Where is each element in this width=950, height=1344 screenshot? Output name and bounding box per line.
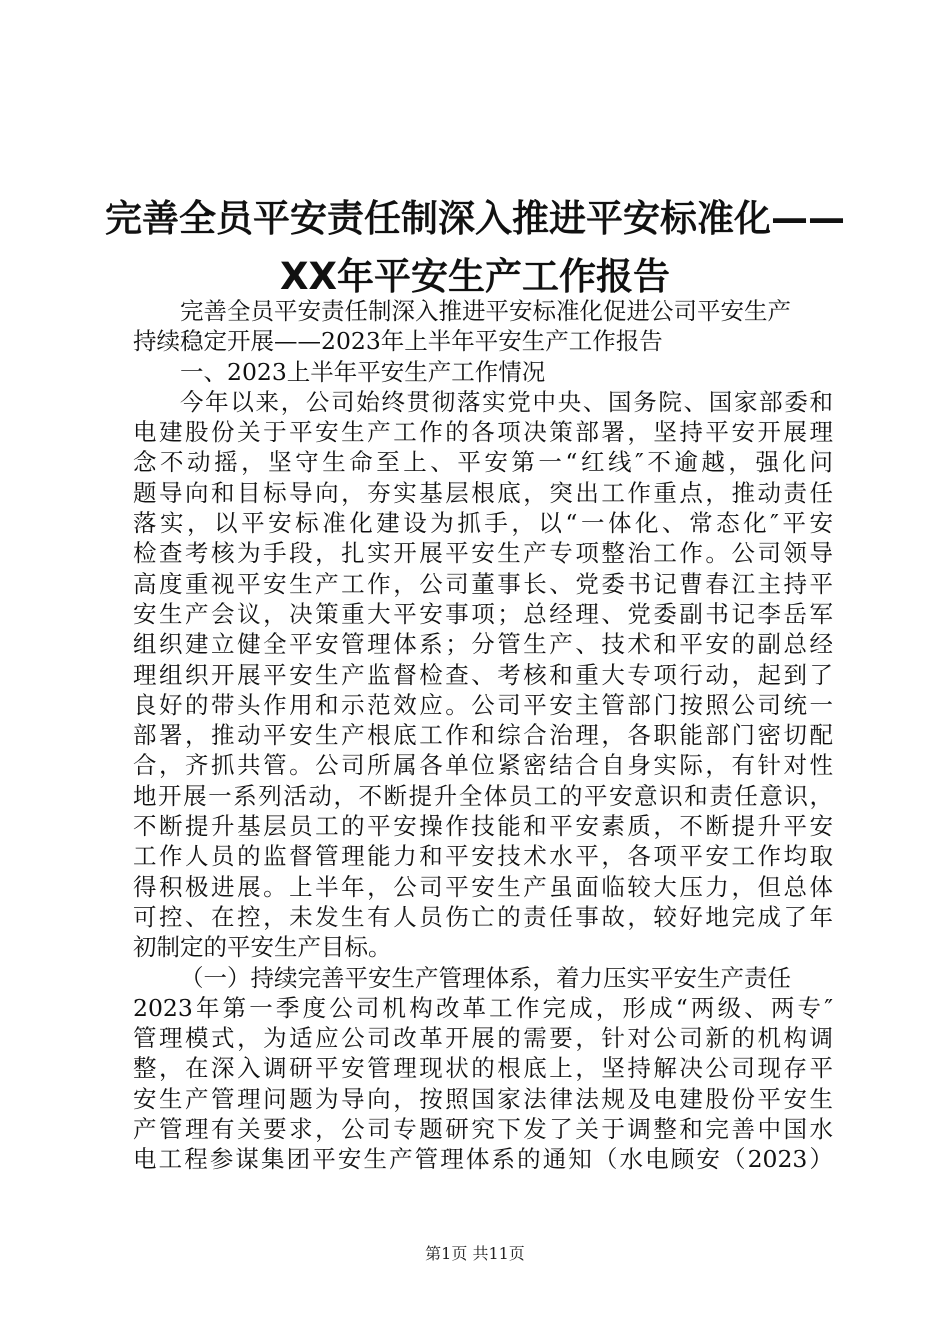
body-line: 组织建立健全平安管理体系；分管生产、技术和平安的副总经 (133, 630, 833, 659)
body-line: 持续稳定开展——2023年上半年平安生产工作报告 (133, 327, 663, 356)
body-line: 电建股份关于平安生产工作的各项决策部署，坚持平安开展理 (133, 418, 833, 447)
document-title-line-2: XX年平安生产工作报告 (279, 255, 671, 298)
body-line: 理组织开展平安生产监督检查、考核和重大专项行动，起到了 (133, 660, 833, 689)
body-line: 题导向和目标导向，夯实基层根底，突出工作重点，推动责任 (133, 478, 833, 507)
body-line: 高度重视平安生产工作，公司董事长、党委书记曹春江主持平 (133, 569, 833, 598)
body-line: 2023年第一季度公司机构改革工作完成，形成“两级、两专″ (133, 993, 833, 1022)
section-heading: 一、2023上半年平安生产工作情况 (180, 357, 546, 386)
body-line: 初制定的平安生产目标。 (133, 933, 392, 962)
document-title-line-1: 完善全员平安责任制深入推进平安标准化—— (105, 197, 845, 240)
page-number-footer: 第1页 共11页 (425, 1244, 525, 1263)
body-line: 今年以来，公司始终贯彻落实党中央、国务院、国家部委和 (180, 387, 833, 416)
body-line: 电工程参谋集团平安生产管理体系的通知（水电顾安（2023） (133, 1145, 833, 1174)
body-line: 工作人员的监督管理能力和平安技术水平，各项平安工作均取 (133, 842, 833, 871)
body-line: 安生产会议，决策重大平安事项；总经理、党委副书记李岳军 (133, 599, 833, 628)
body-line: 完善全员平安责任制深入推进平安标准化促进公司平安生产 (180, 297, 791, 325)
body-line: 产管理有关要求，公司专题研究下发了关于调整和完善中国水 (133, 1115, 833, 1144)
body-line: 管理模式，为适应公司改革开展的需要，针对公司新的机构调 (133, 1024, 833, 1053)
body-line: 合，齐抓共管。公司所属各单位紧密结合自身实际，有针对性 (133, 751, 833, 780)
subsection-heading: （一）持续完善平安生产管理体系，着力压实平安生产责任 (180, 963, 791, 992)
body-line: 整，在深入调研平安管理现状的根底上，坚持解决公司现存平 (133, 1054, 833, 1083)
body-line: 部署，推动平安生产根底工作和综合治理，各职能部门密切配 (133, 721, 833, 750)
body-line: 念不动摇，坚守生命至上、平安第一“红线″不逾越，强化问 (133, 448, 833, 477)
body-line: 可控、在控，未发生有人员伤亡的责任事故，较好地完成了年 (133, 902, 833, 931)
body-line: 检查考核为手段，扎实开展平安生产专项整治工作。公司领导 (133, 539, 833, 568)
body-line: 良好的带头作用和示范效应。公司平安主管部门按照公司统一 (133, 690, 833, 719)
document-body (133, 296, 833, 1175)
body-line: 落实，以平安标准化建设为抓手，以“一体化、常态化″平安 (133, 509, 833, 538)
body-line: 不断提升基层员工的平安操作技能和平安素质，不断提升平安 (133, 812, 833, 841)
body-line: 地开展一系列活动，不断提升全体员工的平安意识和责任意识， (133, 781, 833, 810)
body-line: 得积极进展。上半年，公司平安生产虽面临较大压力，但总体 (133, 872, 833, 901)
body-line: 安生产管理问题为导向，按照国家法律法规及电建股份平安生 (133, 1084, 833, 1113)
